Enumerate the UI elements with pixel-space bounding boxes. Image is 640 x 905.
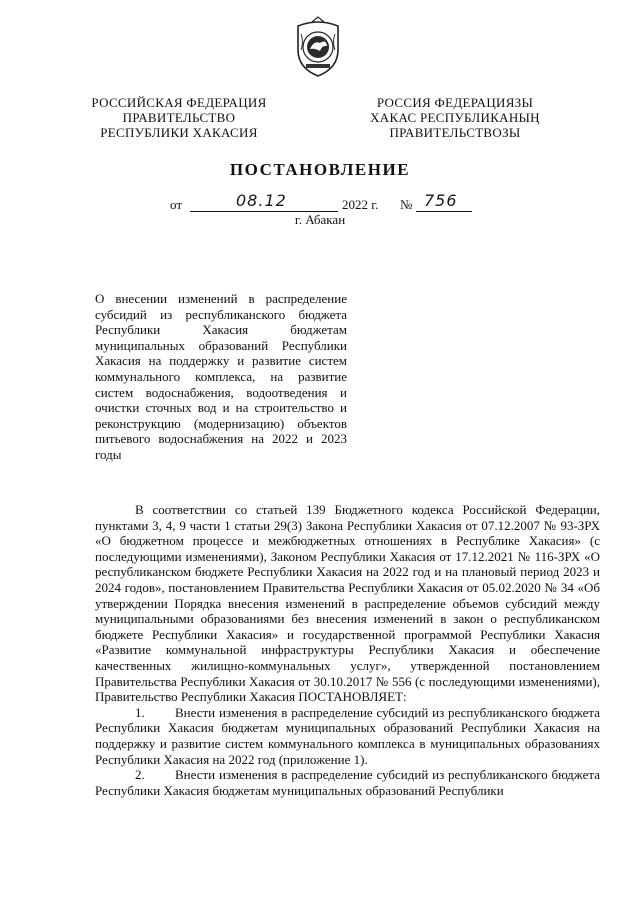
header-right-line: ПРАВИТЕЛЬСТВОЗЫ [389, 125, 521, 140]
header-left-line: ПРАВИТЕЛЬСТВО [122, 110, 236, 125]
handwritten-date: 08.12 [236, 191, 287, 210]
handwritten-number: 756 [424, 191, 458, 210]
list-item [95, 705, 600, 767]
item-text: Внести изменения в распределение субсидий из республиканского бюджета Республики Хакасия бюджетам муниципальных образований Республики Хакасия на поддержку и развитие систем коммунального комплекса в муниципальных образованиях Республики Хакасия на 2022 год (приложение 1). [95, 704, 600, 767]
header-right [362, 95, 548, 140]
header-left-line: РОССИЙСКАЯ ФЕДЕРАЦИЯ [91, 95, 267, 110]
item-text: Внести изменения в распределение субсидий из республиканского бюджета Республики Хакасия бюджетам муниципальных образований Республики [95, 767, 600, 798]
number-sign: № [400, 197, 413, 212]
header-right-line: ХАКАС РЕСПУБЛИКАНЫҢ [370, 110, 540, 125]
header-left-line: РЕСПУБЛИКИ ХАКАСИЯ [100, 125, 258, 140]
date-prefix: от [170, 197, 183, 212]
year-text: 2022 г. [342, 197, 379, 212]
list-item [95, 767, 600, 798]
document-body [95, 502, 600, 798]
item-number: 2. [135, 767, 145, 783]
subject-block: О внесении изменений в распределение субсидий из республиканского бюджета Республики Хакасия бюджетам муниципальных образований Республики Хакасия на поддержку и развитие систем коммунального комплекса, на развитие систем водоснабжения, водоотведения и очистки сточных вод и на строительство и реконструкцию (модернизацию) объектов питьевого водоснабжения на 2022 и 2023 годы [95, 291, 347, 462]
coat-of-arms-emblem [292, 16, 344, 78]
item-number: 1. [135, 704, 145, 720]
preamble-paragraph: В соответствии со статьей 139 Бюджетного кодекса Российской Федерации, пунктами 3, 4, 9 части 1 статьи 29(3) Закона Республики Хакасия от 07.12.2007 № 93-ЗРХ «О бюджетном процессе и межбюджетных отношениях в Республике Хакасия» (с последующими изменениями), Законом Республики Хакасия от 17.12.2021 № 116-ЗРХ «О республиканском бюджете Республики Хакасия на 2022 год и на плановый период 2023 и 2024 годов», постановлением Правительства Республики Хакасия от 05.02.2020 № 34 «Об утверждении Порядка внесения изменений в распределение объемов субсидий между муниципальными образованиями без внесения изменений в закон о республиканском бюджете Республики Хакасия» и государственной программой Республики Хакасия «Развитие коммунальной инфраструктуры Республики Хакасия и обеспечение качественных жилищно-коммунальных услуг», утвержденной постановлением Правительства Республики Хакасия от 30.10.2017 № 556 (с последующими изменениями), Правительство Республики Хакасия ПОСТАНОВЛЯЕТ: [95, 502, 600, 705]
header-right-line: РОССИЯ ФЕДЕРАЦИЯЗЫ [376, 95, 534, 110]
header-left [84, 95, 274, 140]
document-title: ПОСТАНОВЛЕНИЕ [229, 160, 411, 179]
city-line: г. Абакан [294, 212, 346, 227]
